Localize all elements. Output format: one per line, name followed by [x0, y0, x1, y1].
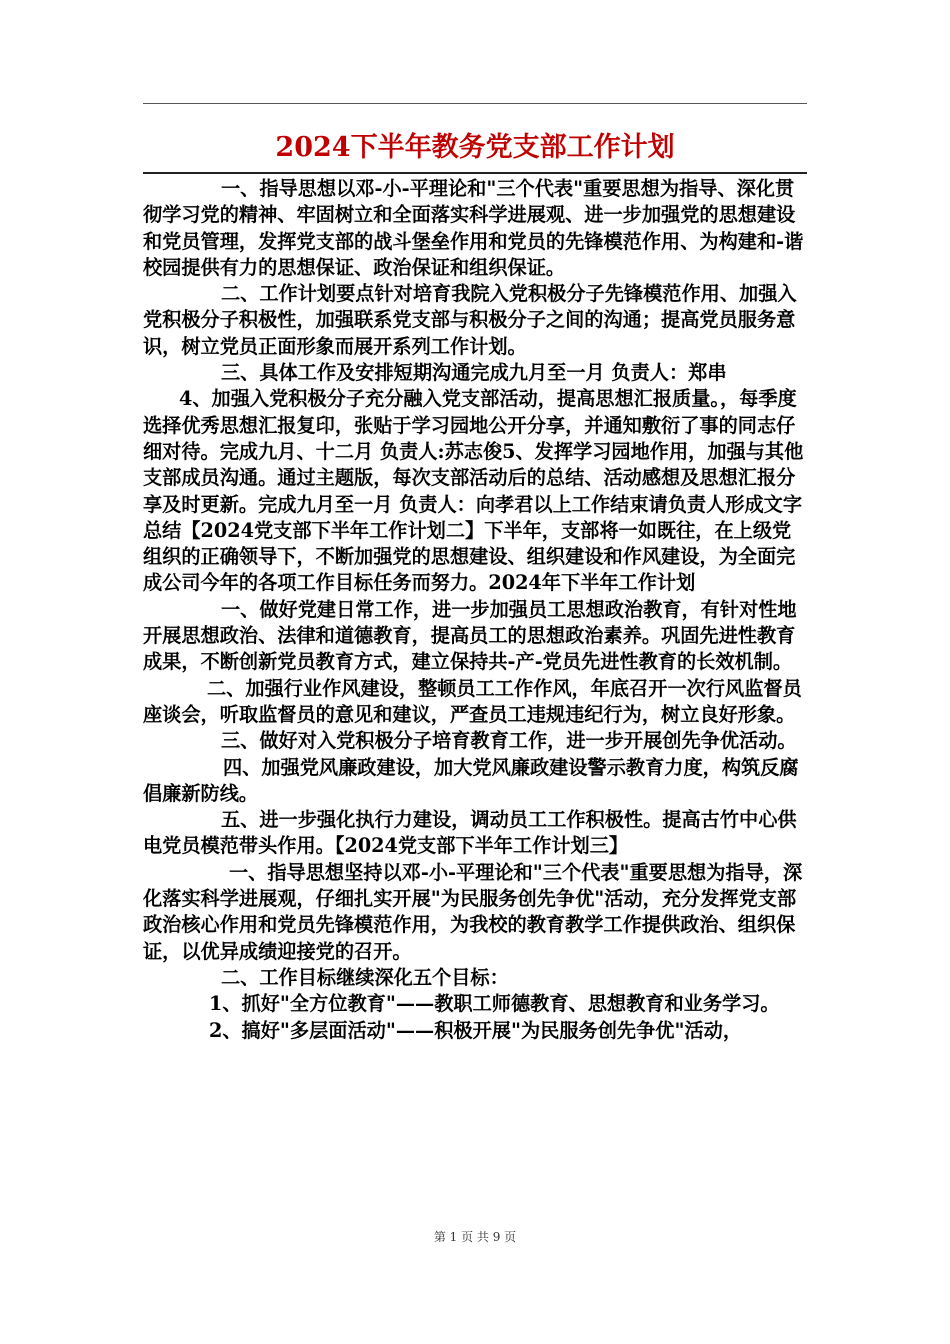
- page-footer: 第 1 页 共 9 页: [433, 1230, 517, 1244]
- document-body: [143, 176, 809, 1044]
- paragraph: 一、指导思想以邓-小-平理论和"三个代表"重要思想为指导、深化贯彻学习党的精神、牢固树立和全面落实科学进展观、进一步加强党的思想建设和党员管理，发挥党支部的战斗堡垒作用和党员的先锋模范作用、为构建和-谐校园提供有力的思想保证、政治保证和组织保证。: [143, 177, 804, 279]
- header-rule: [143, 103, 807, 104]
- paragraph: 三、具体工作及安排短期沟通完成九月至一月 负责人：郑串: [221, 361, 727, 385]
- paragraph: 四、加强党风廉政建设，加大党风廉政建设警示教育力度，构筑反腐倡廉新防线。: [143, 755, 799, 805]
- paragraph: 二、工作目标继续深化五个目标：: [221, 965, 509, 989]
- document-title: 2024下半年教务党支部工作计划: [275, 132, 675, 163]
- paragraph: 五、进一步强化执行力建设，调动员工工作积极性。提高古竹中心供电党员模范带头作用。【2024党支部下半年工作计划三】: [143, 808, 797, 858]
- title-rule: [143, 172, 807, 174]
- paragraph: 一、做好党建日常工作，进一步加强员工思想政治教育，有针对性地开展思想政治、法律和道德教育，提高员工的思想政治素养。巩固先进性教育成果，不断创新党员教育方式，建立保持共-产-党员先进性教育的长效机制。: [143, 597, 797, 674]
- paragraph: 1、抓好"全方位教育"——教职工师德教育、思想教育和业务学习。: [209, 992, 780, 1016]
- paragraph: 二、工作计划要点针对培育我院入党积极分子先锋模范作用、加强入党积极分子积极性，加强联系党支部与积极分子之间的沟通；提高党员服务意识，树立党员正面形象而展开系列工作计划。: [143, 282, 797, 358]
- paragraph: 2、搞好"多层面活动"——积极开展"为民服务创先争优"活动，: [209, 1018, 743, 1042]
- paragraph: 4、加强入党积极分子充分融入党支部活动，提高思想汇报质量。，每季度选择优秀思想汇报复印，张贴于学习园地公开分享，并通知敷衍了事的同志仔细对待。完成九月、十二月 负责人:苏志俊5、发挥学习园地作用，加强与其他支部成员沟通。通过主题版，每次支部活动后的总结、活动感想及思想汇报分享及时更新。完成九月至一月 负责人：向孝君以上工作结束请负责人形成文字总结【2024党支部下半年工作计划二】下半年，支部将一如既往，在上级党组织的正确领导下，不断加强党的思想建设、组织建设和作风建设，为全面完成公司今年的各项工作目标任务而努力。2024年下半年工作计划: [143, 387, 804, 595]
- paragraph: 一、指导思想坚持以邓-小-平理论和"三个代表"重要思想为指导，深化落实科学进展观，仔细扎实开展"为民服务创先争优"活动，充分发挥党支部政治核心作用和党员先锋模范作用，为我校的教育教学工作提供政治、组织保证，以优异成绩迎接党的召开。: [143, 860, 803, 963]
- paragraph: 二、加强行业作风建设，整顿员工工作作风，年底召开一次行风监督员座谈会，听取监督员的意见和建议，严查员工违规违纪行为，树立良好形象。: [143, 676, 802, 726]
- paragraph: 三、做好对入党积极分子培育教育工作，进一步开展创先争优活动。: [221, 729, 797, 753]
